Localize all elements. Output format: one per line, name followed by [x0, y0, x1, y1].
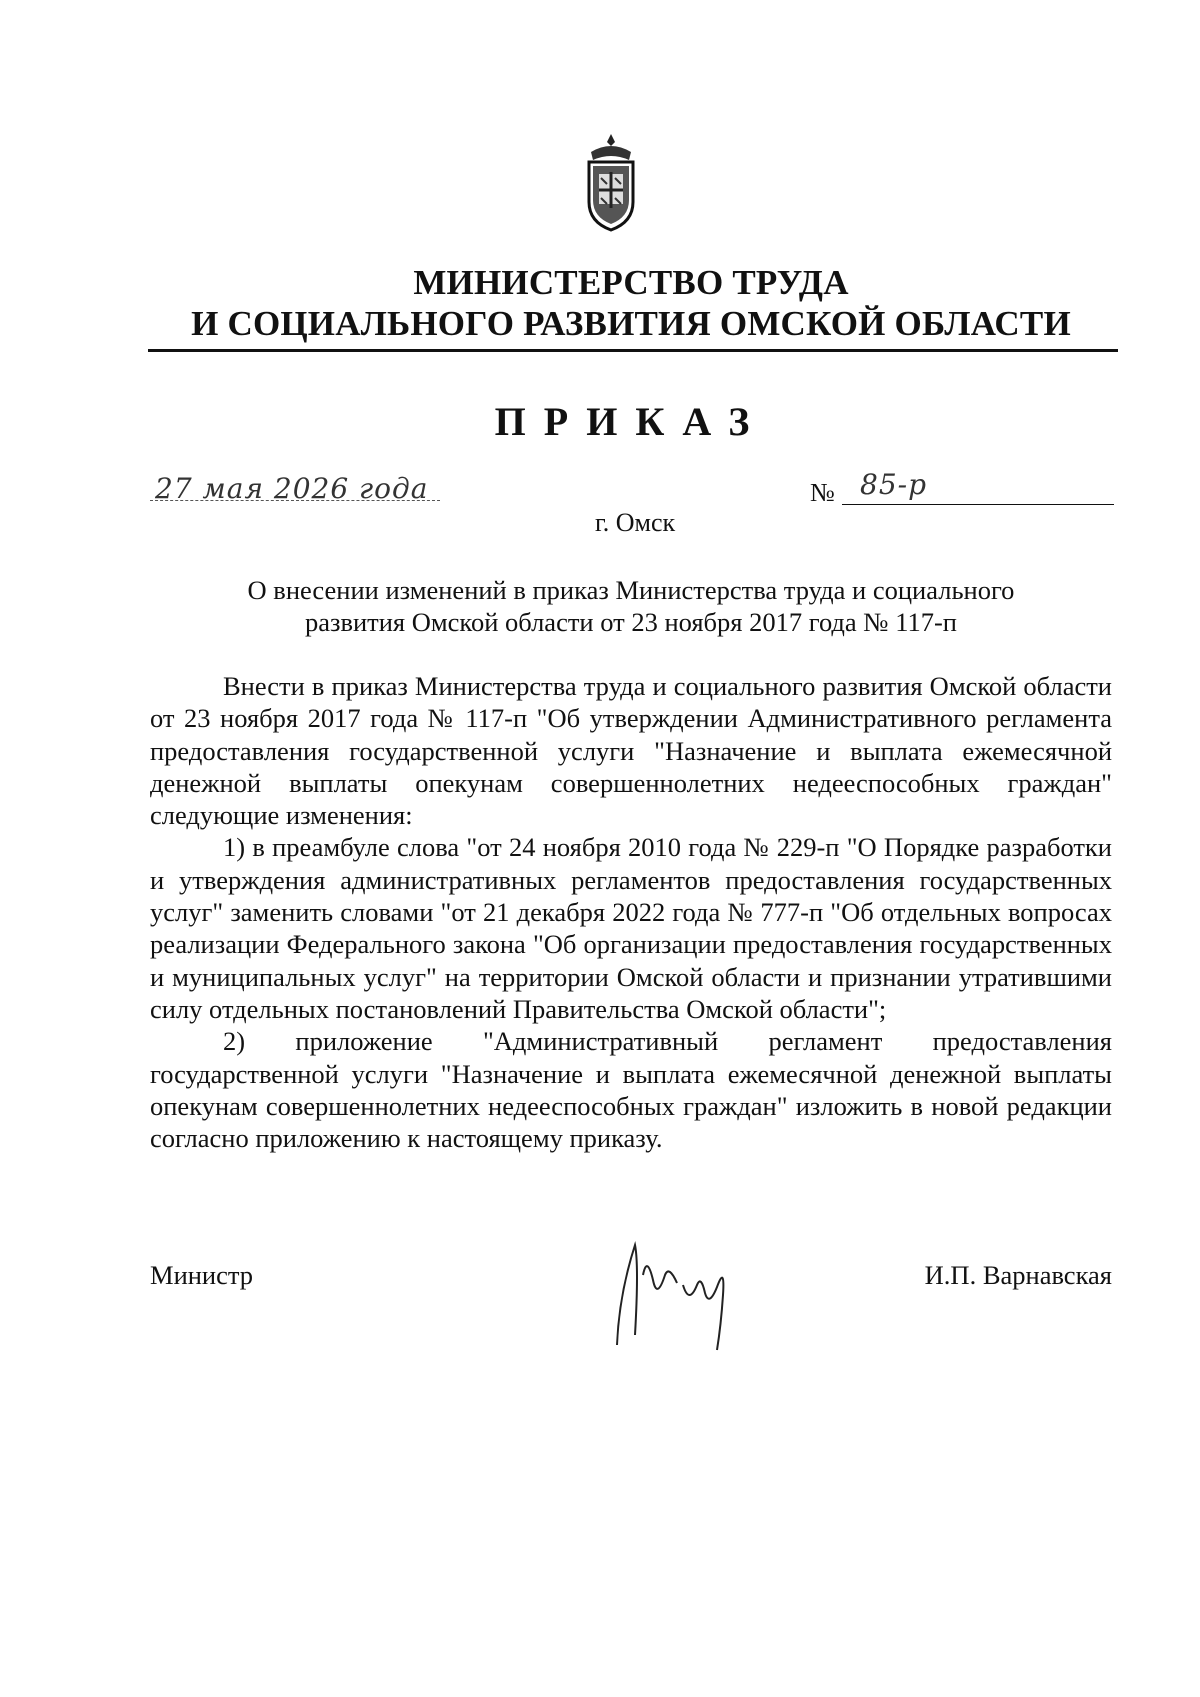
number-sign: №: [810, 478, 835, 507]
subject-line-1: О внесении изменений в приказ Министерства труда и социального: [247, 575, 1015, 605]
order-title: ПРИКАЗ: [494, 399, 768, 444]
body-paragraph-item-1: 1) в преамбуле слова "от 24 ноября 2010 года № 229-п "О Порядке разработки и утверждения административных регламентов предоставления государственных услуг" заменить словами "от 21 декабря 2022 года № 777-п "Об отдельных вопросах реализации Федерального закона "Об организации предоставления государственных и муниципальных услуг" на территории Омской области и признании утратившими силу отдельных постановлений Правительства Омской области";: [150, 832, 1112, 1024]
signatory-name: И.П. Варнавская: [924, 1260, 1112, 1290]
number-underline: [842, 504, 1114, 505]
signatory-title: Министр: [150, 1260, 254, 1290]
order-subject: [150, 574, 1112, 638]
ministry-name: [150, 262, 1112, 344]
header-rule: [148, 349, 1118, 352]
ministry-line-1: МИНИСТЕРСТВО ТРУДА: [413, 263, 849, 302]
body-paragraph-item-2: 2) приложение "Административный регламент предоставления государственной услуги "Назначение и выплата ежемесячной денежной выплаты опекунам совершеннолетних недееспособных граждан" изложить в новой редакции согласно приложению к настоящему приказу.: [150, 1026, 1112, 1154]
order-body: [150, 670, 1112, 1154]
handwritten-number: 85-р: [860, 468, 928, 501]
subject-line-2: развития Омской области от 23 ноября 2017 года № 117-п: [305, 607, 957, 637]
date-underline: [150, 500, 440, 501]
coat-of-arms-emblem: [585, 132, 637, 232]
handwritten-signature: [605, 1225, 765, 1365]
handwritten-date: 27 мая 2026 года: [155, 472, 429, 505]
ministry-line-2: И СОЦИАЛЬНОГО РАЗВИТИЯ ОМСКОЙ ОБЛАСТИ: [191, 304, 1071, 343]
body-paragraph-intro: Внести в приказ Министерства труда и социального развития Омской области от 23 ноября 2017 года № 117-п "Об утверждении Административного регламента предоставления государственной услуги "Назначение и выплата ежемесячной денежной выплаты опекунам совершеннолетних недееспособных граждан" следующие изменения:: [150, 671, 1112, 831]
city: г. Омск: [595, 508, 676, 537]
